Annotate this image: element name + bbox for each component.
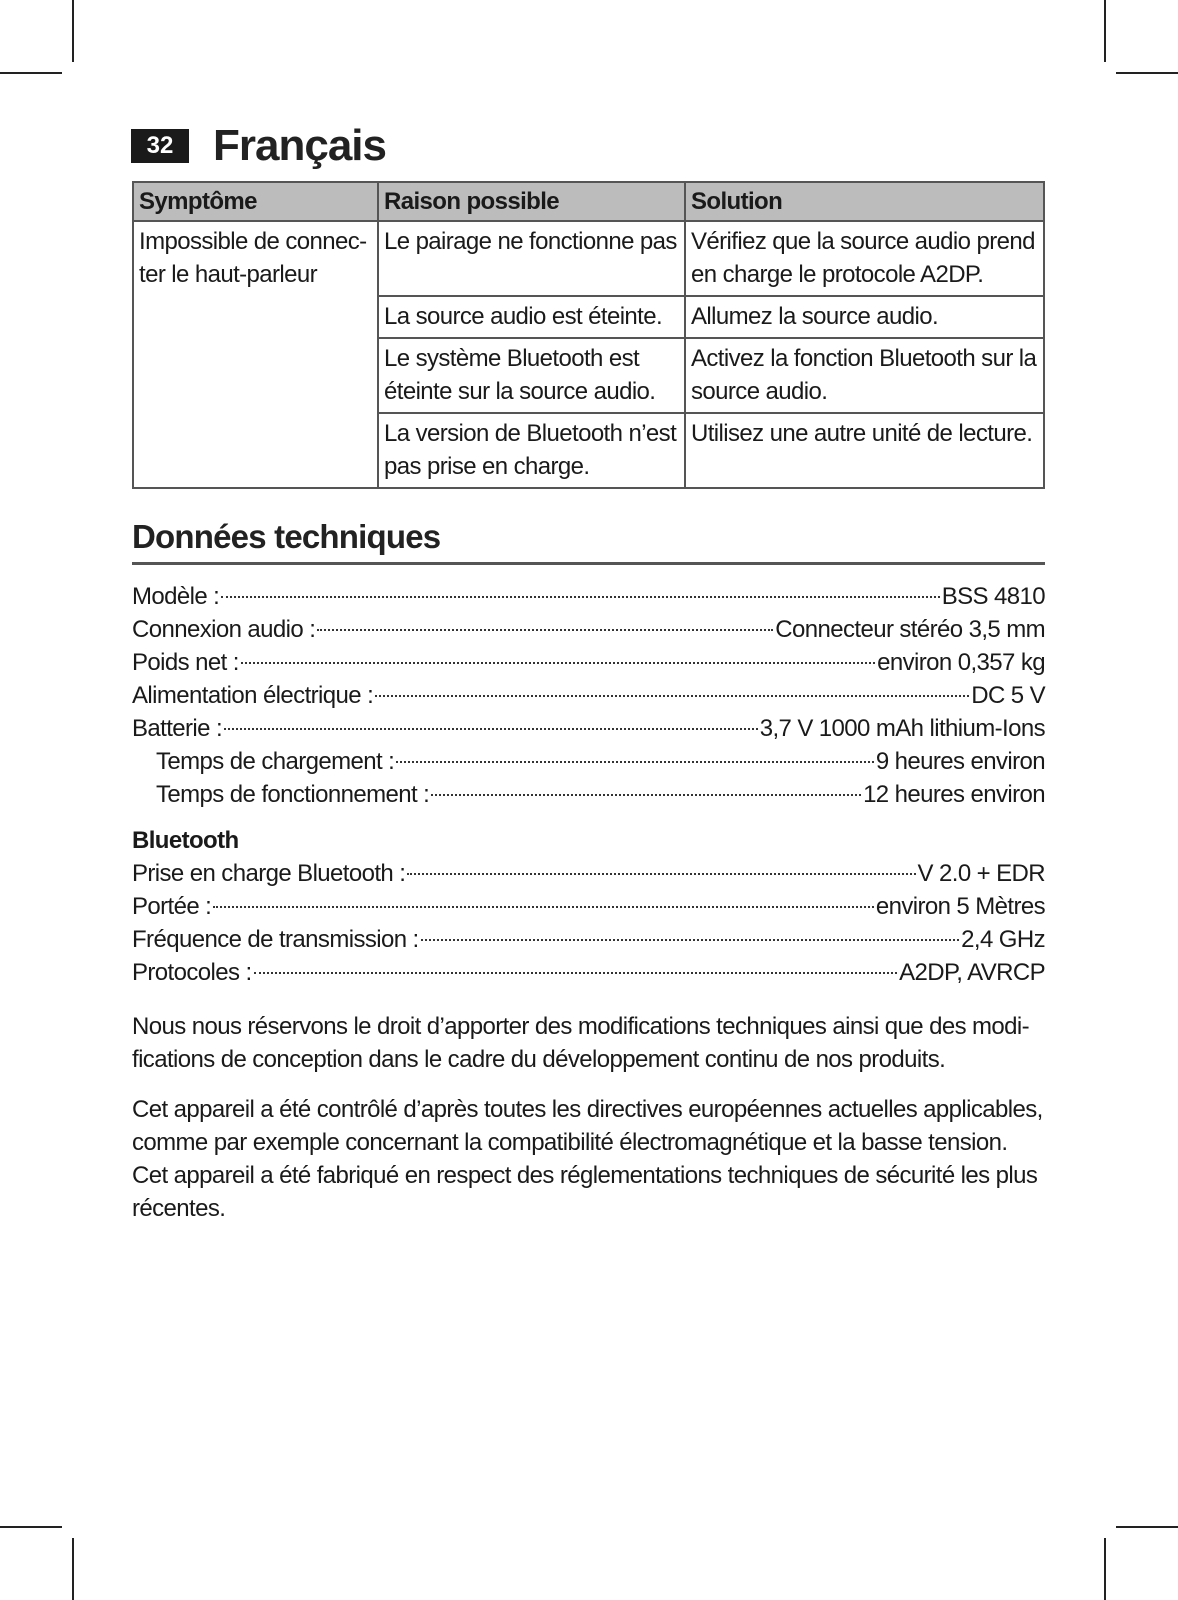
reason-cell: Le pairage ne fonctionne pas bbox=[378, 221, 685, 296]
dot-leader bbox=[407, 873, 915, 875]
dot-leader bbox=[224, 728, 758, 730]
dot-leader bbox=[221, 596, 939, 598]
spec-label: Batterie : bbox=[132, 715, 223, 742]
crop-mark bbox=[0, 1526, 62, 1528]
spec-row-range bbox=[132, 890, 1045, 923]
dot-leader bbox=[317, 629, 773, 631]
spec-value: 9 heures environ bbox=[875, 748, 1045, 775]
solution-cell: Activez la fonction Bluetooth sur la source audio. bbox=[685, 338, 1044, 413]
column-header-solution: Solution bbox=[685, 182, 1044, 221]
solution-cell: Allumez la source audio. bbox=[685, 296, 1044, 338]
note-technical-changes: Nous nous réservons le droit d’apporter des modifications techniques ainsi que des modi-fications de conception dans le cadre du développement continu de nos produits. bbox=[132, 1013, 1030, 1073]
reason-cell: La version de Bluetooth n’est pas prise en charge. bbox=[378, 413, 685, 488]
page-header bbox=[131, 118, 386, 174]
spec-label: Protocoles : bbox=[132, 959, 252, 986]
spec-label: Portée : bbox=[132, 893, 212, 920]
spec-label: Alimentation électrique : bbox=[132, 682, 374, 709]
dot-leader bbox=[431, 794, 861, 796]
spec-label: Connexion audio : bbox=[132, 616, 316, 643]
spec-label: Temps de fonctionnement : bbox=[156, 781, 430, 808]
spec-value: environ 0,357 kg bbox=[877, 649, 1045, 676]
note-compliance: Cet appareil a été contrôlé d’après toutes les directives européennes actuelles applicables, comme par exemple concernant la compatibilité électromagnétique et la basse tension. Cet appareil a été fabriqué en respect des réglementations techniques de sécurité les plus récentes. bbox=[132, 1096, 1043, 1222]
spec-value: 3,7 V 1000 mAh lithium-Ions bbox=[759, 715, 1045, 742]
column-header-symptom: Symptôme bbox=[133, 182, 378, 221]
page-title: Français bbox=[213, 121, 386, 170]
spec-value: environ 5 Mètres bbox=[875, 893, 1045, 920]
spec-label: Temps de chargement : bbox=[156, 748, 395, 775]
crop-mark bbox=[72, 1538, 74, 1600]
spec-value: V 2.0 + EDR bbox=[917, 860, 1045, 887]
symptom-cell: Impossible de connec-ter le haut-parleur bbox=[133, 221, 378, 488]
spec-label: Fréquence de transmission : bbox=[132, 926, 419, 953]
crop-mark bbox=[1104, 1538, 1106, 1600]
crop-mark bbox=[1116, 72, 1178, 74]
section-title-technical-data: Données techniques bbox=[132, 518, 1045, 565]
reason-cell: La source audio est éteinte. bbox=[378, 296, 685, 338]
spec-value: 12 heures environ bbox=[863, 781, 1045, 808]
dot-leader bbox=[241, 662, 875, 664]
spec-label: Modèle : bbox=[132, 583, 220, 610]
spec-label: Prise en charge Bluetooth : bbox=[132, 860, 406, 887]
spec-value: Connecteur stéréo 3,5 mm bbox=[775, 616, 1045, 643]
spec-value: BSS 4810 bbox=[941, 583, 1045, 610]
spec-row-frequency bbox=[132, 923, 1045, 956]
spec-row-bluetooth-support bbox=[132, 857, 1045, 890]
spec-row-battery bbox=[132, 712, 1045, 745]
dot-leader bbox=[421, 939, 960, 941]
spec-label: Poids net : bbox=[132, 649, 239, 676]
crop-mark bbox=[72, 0, 74, 62]
crop-mark bbox=[0, 72, 62, 74]
crop-mark bbox=[1116, 1526, 1178, 1528]
spec-value: DC 5 V bbox=[971, 682, 1045, 709]
spec-value: A2DP, AVRCP bbox=[899, 959, 1045, 986]
page-number: 32 bbox=[131, 129, 189, 163]
dot-leader bbox=[396, 761, 874, 763]
column-header-reason: Raison possible bbox=[378, 182, 685, 221]
spec-row-model bbox=[132, 580, 1045, 613]
reason-cell: Le système Bluetooth est éteinte sur la source audio. bbox=[378, 338, 685, 413]
spec-row-audio-connection bbox=[132, 613, 1045, 646]
troubleshooting-table bbox=[132, 181, 1045, 489]
dot-leader bbox=[213, 906, 874, 908]
spec-row-net-weight bbox=[132, 646, 1045, 679]
solution-cell: Utilisez une autre unité de lecture. bbox=[685, 413, 1044, 488]
table-header-row bbox=[133, 182, 1044, 221]
dot-leader bbox=[254, 972, 898, 974]
bluetooth-heading: Bluetooth bbox=[132, 827, 239, 854]
crop-mark bbox=[1104, 0, 1106, 62]
spec-list bbox=[132, 580, 1045, 989]
solution-cell: Vérifiez que la source audio prend en charge le protocole A2DP. bbox=[685, 221, 1044, 296]
spec-row-charging-time bbox=[132, 745, 1045, 778]
spec-row-operating-time bbox=[132, 778, 1045, 811]
table-row bbox=[133, 221, 1044, 296]
spec-value: 2,4 GHz bbox=[961, 926, 1045, 953]
dot-leader bbox=[375, 695, 969, 697]
spec-row-power-supply bbox=[132, 679, 1045, 712]
spec-row-protocols bbox=[132, 956, 1045, 989]
